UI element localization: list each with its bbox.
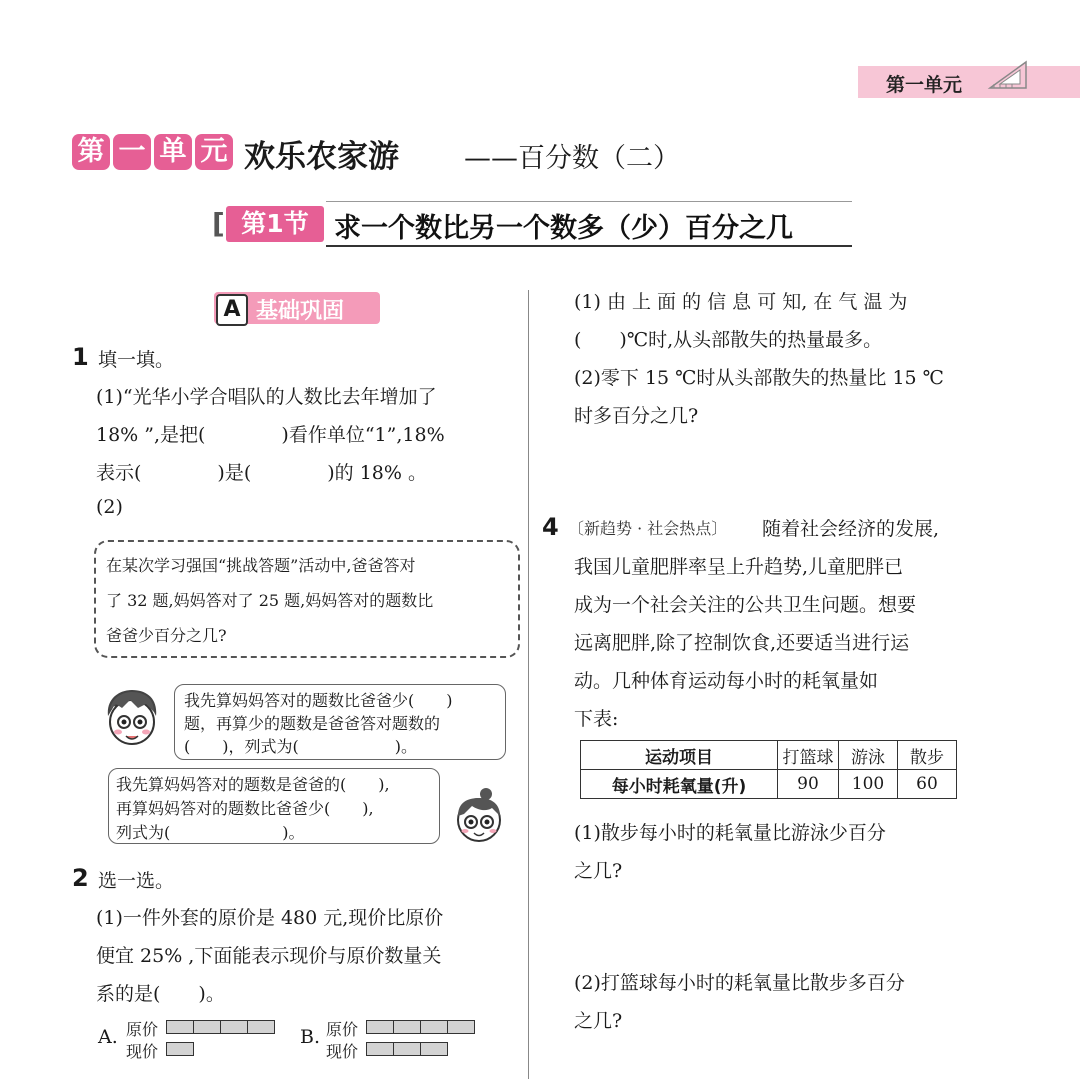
bubble2-line3: 列式为( )。 (116, 823, 305, 842)
table-cell: 60 (898, 770, 957, 799)
q4-tag: 〔新趋势 · 社会热点〕 (568, 519, 728, 538)
q3-p1-line1: (1) 由 上 面 的 信 息 可 知, 在 气 温 为 (574, 291, 908, 313)
table-cell: 打篮球 (778, 741, 839, 770)
q4-line6: 下表: (574, 708, 619, 730)
option-a-label[interactable]: A. (98, 1026, 118, 1048)
q4-p1-line2: 之几? (574, 860, 623, 882)
q4-line1: 随着社会经济的发展, (762, 518, 940, 540)
unit-subtitle: ——百分数（二） (464, 143, 680, 174)
boy-avatar-icon (100, 686, 164, 750)
bar-segment (393, 1042, 421, 1056)
q3-p2-line2: 时多百分之几? (574, 405, 699, 427)
bar-segment (420, 1042, 448, 1056)
unit-char-2: 一 (113, 134, 151, 170)
option-b-now-label: 现价 (326, 1042, 359, 1061)
q3-p2-line1: (2)零下 15 ℃时从头部散失的热量比 15 ℃ (574, 367, 944, 389)
unit-char-4: 元 (195, 134, 233, 170)
section-title: 求一个数比另一个数多（少）百分之几 (334, 213, 793, 244)
bar-segment (393, 1020, 421, 1034)
option-a-now-bar (166, 1042, 193, 1056)
q4-p2-line2: 之几? (574, 1010, 623, 1032)
bubble2-line1: 我先算妈妈答对的题数是爸爸的( ), (116, 775, 390, 794)
section-bracket: [ (212, 207, 225, 240)
q4-line2: 我国儿童肥胖率呈上升趋势,儿童肥胖已 (574, 556, 904, 578)
box-line2: 了 32 题,妈妈答对了 25 题,妈妈答对的题数比 (106, 591, 434, 610)
table-row (581, 741, 957, 770)
table-cell: 90 (778, 770, 839, 799)
q2-p1-line1: (1)一件外套的原价是 480 元,现价比原价 (96, 907, 444, 929)
q1-p1-line2: 18% ”,是把( )看作单位“1”,18% (96, 424, 445, 446)
q1-p1-line3: 表示( )是( )的 18% 。 (96, 462, 427, 484)
bar-segment (166, 1020, 194, 1034)
box-line1: 在某次学习强国“挑战答题”活动中,爸爸答对 (106, 556, 416, 575)
option-b-now-bar (366, 1042, 447, 1056)
unit-title: 欢乐农家游 (244, 139, 399, 175)
table-cell: 散步 (898, 741, 957, 770)
q4-number: 4 (542, 513, 559, 541)
bubble1-line3: ( )，列式为( )。 (184, 737, 417, 756)
q2-number: 2 (72, 864, 89, 892)
table-cell: 运动项目 (581, 741, 778, 770)
q2-title: 选一选。 (98, 870, 175, 892)
option-b-orig-bar (366, 1020, 474, 1034)
bar-segment (366, 1020, 394, 1034)
ruler-triangle-icon (986, 58, 1030, 90)
q3-p1-line2: ( )℃时,从头部散失的热量最多。 (574, 329, 883, 351)
option-a-orig-label: 原价 (126, 1020, 159, 1039)
option-b-orig-label: 原价 (326, 1020, 359, 1039)
q1-p1-line1: (1)“光华小学合唱队的人数比去年增加了 (96, 386, 437, 408)
level-text: 基础巩固 (256, 299, 345, 324)
table-cell: 100 (839, 770, 898, 799)
q1-p2-label: (2) (96, 496, 123, 518)
q1-title: 填一填。 (98, 349, 175, 371)
q4-p2-line1: (2)打篮球每小时的耗氧量比散步多百分 (574, 972, 905, 994)
q2-p1-line3: 系的是( )。 (96, 983, 225, 1005)
bubble1-line1: 我先算妈妈答对的题数比爸爸少( ) (184, 691, 453, 710)
section-badge: 第1节 (226, 206, 324, 242)
unit-char-3: 单 (154, 134, 192, 170)
unit-char-1: 第 (72, 134, 110, 170)
bar-segment (447, 1020, 475, 1034)
bar-segment (366, 1042, 394, 1056)
option-a-now-label: 现价 (126, 1042, 159, 1061)
bar-segment (193, 1020, 221, 1034)
column-divider (528, 290, 529, 1079)
bubble1-line2: 题，再算少的题数是爸爸答对题数的 (184, 714, 441, 733)
table-row (581, 770, 957, 799)
table-cell: 游泳 (839, 741, 898, 770)
q1-number: 1 (72, 343, 89, 371)
bar-segment (247, 1020, 275, 1034)
q2-p1-line2: 便宜 25% ,下面能表示现价与原价数量关 (96, 945, 442, 967)
q4-line3: 成为一个社会关注的公共卫生问题。想要 (574, 594, 917, 616)
box-line3: 爸爸少百分之几? (106, 626, 227, 645)
bar-segment (220, 1020, 248, 1034)
q4-line4: 远离肥胖,除了控制饮食,还要适当进行运 (574, 632, 910, 654)
bar-segment (166, 1042, 194, 1056)
table-cell: 每小时耗氧量(升) (581, 770, 778, 799)
option-a-orig-bar (166, 1020, 274, 1034)
level-letter: A (216, 294, 248, 326)
q4-p1-line1: (1)散步每小时的耗氧量比游泳少百分 (574, 822, 886, 844)
q4-line5: 动。几种体育运动每小时的耗氧量如 (574, 670, 879, 692)
bar-segment (420, 1020, 448, 1034)
option-b-label[interactable]: B. (300, 1026, 321, 1048)
header-unit-label: 第一单元 (886, 74, 963, 96)
bubble2-line2: 再算妈妈答对的题数比爸爸少( ), (116, 799, 374, 818)
oxygen-table (580, 740, 957, 799)
girl-avatar-icon (448, 786, 510, 848)
